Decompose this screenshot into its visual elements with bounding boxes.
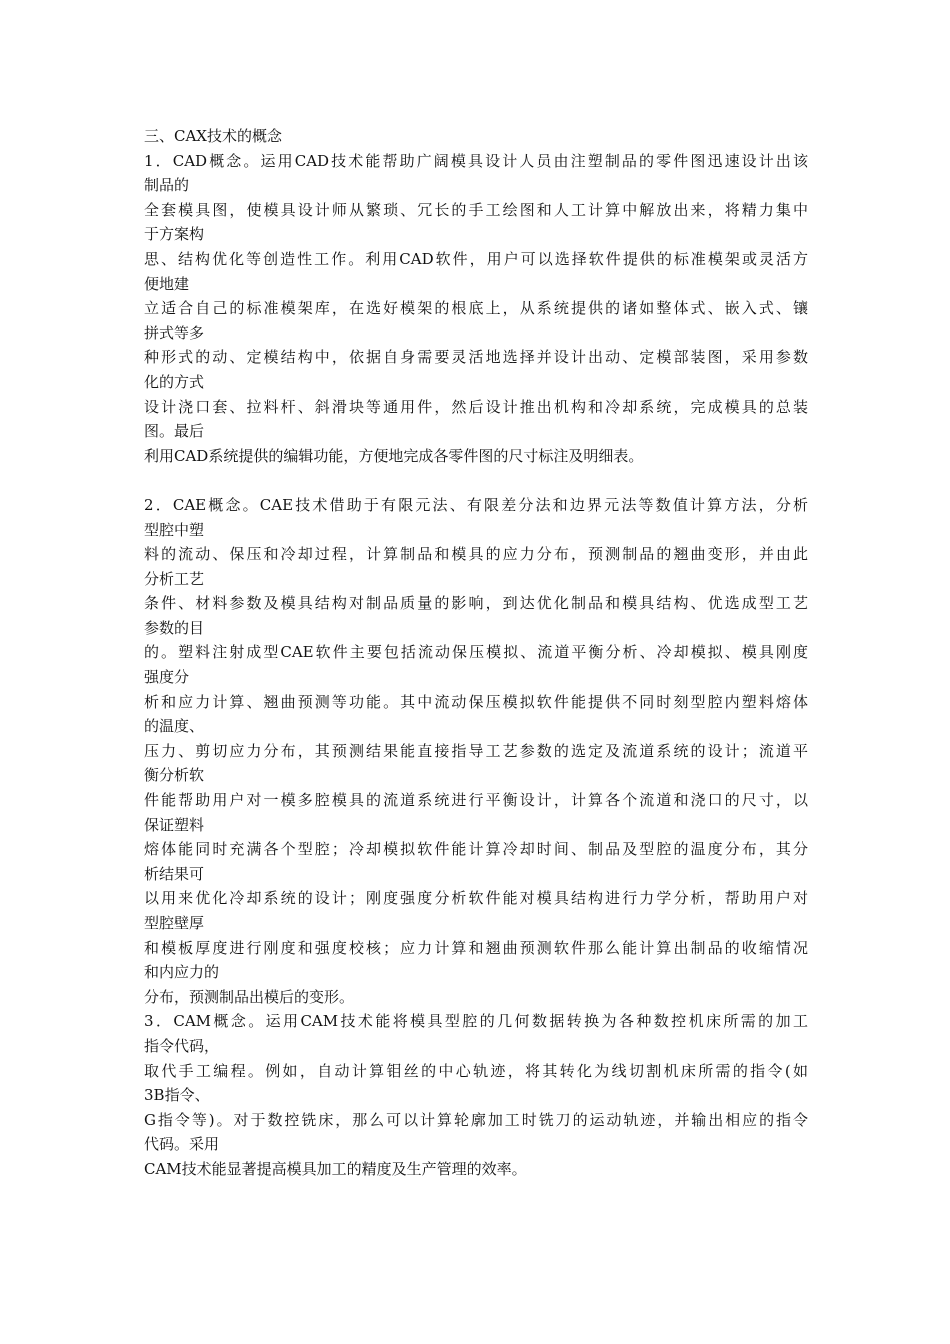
document-page	[144, 124, 808, 1182]
text-line: 件能帮助用户对一模多腔模具的流道系统进行平衡设计，计算各个流道和浇口的尺寸，以	[144, 791, 808, 810]
text-line: 3．CAM概念。运用CAM技术能将模具型腔的几何数据转换为各种数控机床所需的加工	[144, 1012, 808, 1031]
text-line: 分布，预测制品出模后的变形。	[144, 987, 355, 1006]
section-cam	[144, 1009, 808, 1181]
text-line: 参数的目	[144, 618, 205, 637]
text-line: 指令代码，	[144, 1036, 220, 1055]
text-line: 析和应力计算、翘曲预测等功能。其中流动保压模拟软件能提供不同时刻型腔内塑料熔体	[144, 692, 808, 711]
text-line: CAM技术能显著提高模具加工的精度及生产管理的效率。	[144, 1159, 527, 1178]
text-line: 压力、剪切应力分布，其预测结果能直接指导工艺参数的选定及流道系统的设计；流道平	[144, 741, 808, 760]
text-line: 的温度、	[144, 717, 205, 736]
text-line: 条件、材料参数及模具结构对制品质量的影响，到达优化制品和模具结构、优选成型工艺	[144, 594, 808, 613]
text-line: 型腔壁厚	[144, 914, 205, 932]
text-line: 保证塑料	[144, 815, 205, 834]
text-line: 2．CAE概念。CAE技术借助于有限元法、有限差分法和边界元法等数值计算方法，分析	[144, 495, 808, 514]
section-cae	[144, 493, 808, 1009]
text-line: 强度分	[144, 668, 190, 687]
text-line: 图。最后	[144, 422, 205, 441]
section-heading: 三、CAX技术的概念	[144, 127, 282, 145]
text-line: G指令等)。对于数控铣床，那么可以计算轮廓加工时铣刀的运动轨迹，并输出相应的指令	[144, 1110, 808, 1129]
text-line: 设计浇口套、拉料杆、斜滑块等通用件，然后设计推出机构和冷却系统，完成模具的总装	[144, 397, 808, 416]
text-line: 便地建	[144, 274, 190, 293]
text-line: 和模板厚度进行刚度和强度校核；应力计算和翘曲预测软件那么能计算出制品的收缩情况	[144, 938, 808, 957]
text-line: 于方案构	[144, 225, 205, 244]
text-line: 制品的	[144, 176, 190, 195]
paragraph-gap	[144, 468, 808, 493]
text-line: 1．CAD概念。运用CAD技术能帮助广阔模具设计人员由注塑制品的零件图迅速设计出该	[144, 151, 808, 170]
text-line: 熔体能同时充满各个型腔；冷却模拟软件能计算冷却时间、制品及型腔的温度分布，其分	[144, 840, 808, 859]
text-line: 思、结构优化等创造性工作。利用CAD软件，用户可以选择软件提供的标准模架或灵活方	[144, 249, 808, 268]
text-line: 型腔中塑	[144, 520, 205, 539]
text-line: 3B指令、	[144, 1086, 210, 1105]
text-line: 立适合自己的标准模架库，在选好模架的根底上，从系统提供的诸如整体式、嵌入式、镶	[144, 299, 808, 318]
text-line: 代码。采用	[144, 1135, 220, 1154]
text-line: 分析工艺	[144, 569, 205, 588]
text-line: 利用CAD系统提供的编辑功能，方便地完成各零件图的尺寸标注及明细表。	[144, 446, 644, 465]
text-line: 全套模具图，使模具设计师从繁琐、冗长的手工绘图和人工计算中解放出来，将精力集中	[144, 200, 808, 219]
text-line: 和内应力的	[144, 963, 220, 982]
text-line: 以用来优化冷却系统的设计；刚度强度分析软件能对模具结构进行力学分析，帮助用户对	[144, 889, 808, 908]
text-line: 化的方式	[144, 372, 205, 391]
text-line: 取代手工编程。例如，自动计算钼丝的中心轨迹，将其转化为线切割机床所需的指令(如	[144, 1061, 808, 1080]
text-line: 衡分析软	[144, 766, 205, 785]
text-line: 析结果可	[144, 864, 205, 883]
text-line: 拼式等多	[144, 323, 205, 342]
text-line: 料的流动、保压和冷却过程，计算制品和模具的应力分布，预测制品的翘曲变形，并由此	[144, 545, 808, 564]
text-line: 种形式的动、定模结构中，依据自身需要灵活地选择并设计出动、定模部装图，采用参数	[144, 348, 808, 367]
section-cad	[144, 149, 808, 469]
text-line: 的。塑料注射成型CAE软件主要包括流动保压模拟、流道平衡分析、冷却模拟、模具刚度	[144, 643, 808, 662]
